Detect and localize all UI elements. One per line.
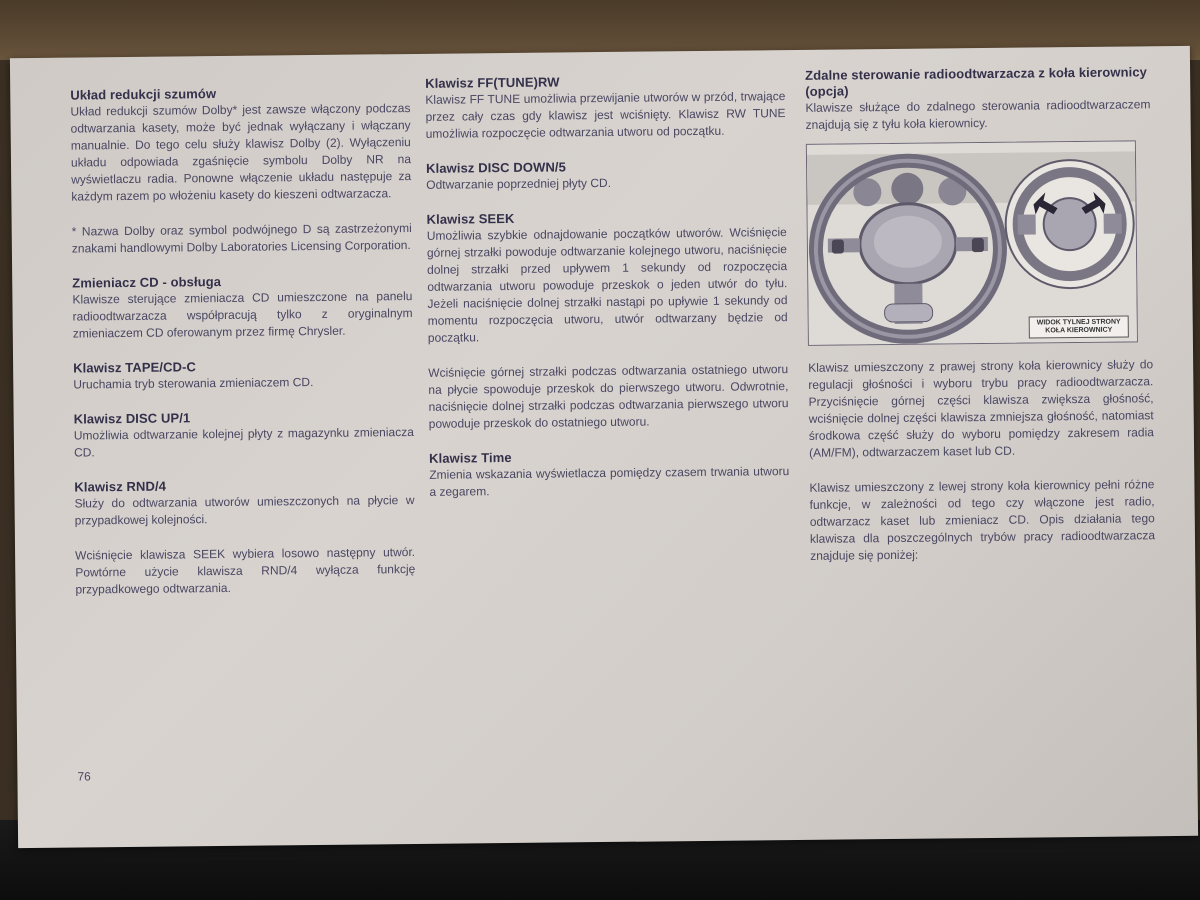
footnote-text: * Nazwa Dolby oraz symbol podwójnego D są zastrzeżonymi znakami handlowymi Dolby Laboratories Licensing Corporation.: [71, 221, 412, 256]
section: [429, 447, 790, 501]
section-text: Służy do odtwarzania utworów umieszczonych na płycie w przypadkowej kolejności.: [74, 492, 415, 528]
column-middle: [425, 72, 790, 519]
section: [426, 157, 786, 194]
section-heading: Zdalne sterowanie radioodtwarzacza z koła kierownicy (opcja): [805, 64, 1148, 99]
section-heading: Klawisz Time: [429, 449, 512, 466]
section-text: Odtwarzanie poprzedniej płyty CD.: [426, 175, 612, 192]
column-right: [805, 64, 1155, 583]
section-text: Umożliwia szybkie odnajdowanie początków utworów. Wciśnięcie górnej strzałki powoduje odtwarzanie kolejnego utworu, naciśnięcie dolnej strzałki przed upływem 1 sekundy od rozpoczęcia odtwarzania utworu powoduje przeskok o jeden utwór do tyłu. Jeżeli naciśnięcie dolnej strzałki nastąpi po upływie 1 sekundy od momentu rozpoczęcia utworu, utwór odtwarzany będzie od początku.: [426, 225, 788, 345]
section-heading: Klawisz DISC DOWN/5: [425, 159, 567, 176]
section-text: Zmienia wskazania wyświetlacza pomiędzy czasem trwania utworu a zegarem.: [429, 464, 790, 499]
section-text: Umożliwia odtwarzanie kolejnej płyty z magazynku zmieniacza CD.: [73, 424, 414, 460]
section: [808, 356, 1154, 462]
section: [809, 476, 1155, 565]
section-heading: Klawisz RND/4: [74, 478, 167, 495]
section-heading: Zmieniacz CD - obsługa: [72, 274, 222, 291]
manual-page: [10, 46, 1198, 848]
section-text: Wciśnięcie klawisza SEEK wybiera losowo następny utwór. Powtórne użycie klawisza RND/4 wyłącza funkcję przypadkowego odtwarzania.: [75, 544, 416, 597]
section-text: Klawisze sterujące zmieniacza CD umieszczone na panelu radioodtwarzacza współpracują tylko z oryginalnym zmieniaczem CD oferowanym przez firmę Chrysler.: [72, 288, 413, 341]
footnote: [72, 220, 412, 258]
section: [427, 208, 788, 347]
section: [72, 272, 413, 343]
section: [428, 361, 789, 433]
section-heading: Klawisz FF(TUNE)RW: [425, 74, 560, 91]
page-number: 76: [77, 769, 91, 784]
section-heading: Układ redukcji szumów: [70, 86, 217, 103]
steering-wheel-figure: [806, 140, 1138, 345]
section: [75, 544, 416, 599]
section: [70, 84, 411, 206]
section-heading: Klawisz SEEK: [426, 210, 515, 227]
section-text: Klawisz umieszczony z lewej strony koła kierownicy pełni różne funkcje, w zależności od tego czy włączone jest radio, odtwarzacz kaset lub zmieniacz CD. Opis działania tego klawisza dla poszczególnych trybów pracy radioodtwarzacza znajduje się poniżej:: [809, 477, 1156, 563]
steering-wheel-illustration: [807, 141, 1137, 344]
section-intro: Klawisze służące do zdalnego sterowania radioodtwarzaczem znajdują się z tyłu koła kierownicy.: [805, 97, 1151, 132]
section-text: Układ redukcji szumów Dolby* jest zawsze włączony podczas odtwarzania kasety, może być jednak wyłączany i włączany manualnie. Do tego celu służy klawisz Dolby (2). Wyłączeniu układu odpowiada zgaśnięcie symbolu Dolby NR na wyświetlaczu radia. Ponowne włączenie układu następuje za każdym razem po włożeniu kasety do kieszeni odtwarzacza.: [70, 101, 412, 204]
section: [73, 357, 413, 394]
section: [74, 408, 415, 462]
section-text: Klawisz umieszczony z prawej strony koła kierownicy służy do regulacji głośności i wyboru trybu pracy radioodtwarzacza. Przyciśnięcie górnej części klawisza zwiększa głośność, wciśnięcie dolnej części klawisza zmniejsza głośność, natomiast środkowa część służy do wyboru pomiędzy zakresem radia (AM/FM), odtwarzaczem kaset lub CD.: [808, 357, 1154, 460]
figure-caption: WIDOK TYLNEJ STRONY KOŁA KIEROWNICY: [1029, 315, 1129, 338]
section-heading: Klawisz DISC UP/1: [73, 410, 191, 427]
section: [425, 72, 786, 143]
section: [74, 476, 415, 530]
section-heading: Klawisz TAPE/CD-C: [73, 359, 197, 376]
section-text: Wciśnięcie górnej strzałki podczas odtwarzania ostatniego utworu na płycie spowoduje przeskok do pierwszego utworu. Odwrotnie, naciśnięcie dolnej strzałki podczas odtwarzania pierwszego utworu powoduje przeskok do ostatniego utworu.: [428, 362, 789, 431]
column-left: [70, 84, 416, 617]
section-text: Uruchamia tryb sterowania zmieniaczem CD.: [73, 375, 314, 392]
section-text: Klawisz FF TUNE umożliwia przewijanie utworów w przód, trwające przez cały czas gdy klawisz jest wciśnięty. Klawisz RW TUNE umożliwia rozpoczęcie odtwarzania utworu od początku.: [425, 89, 786, 141]
